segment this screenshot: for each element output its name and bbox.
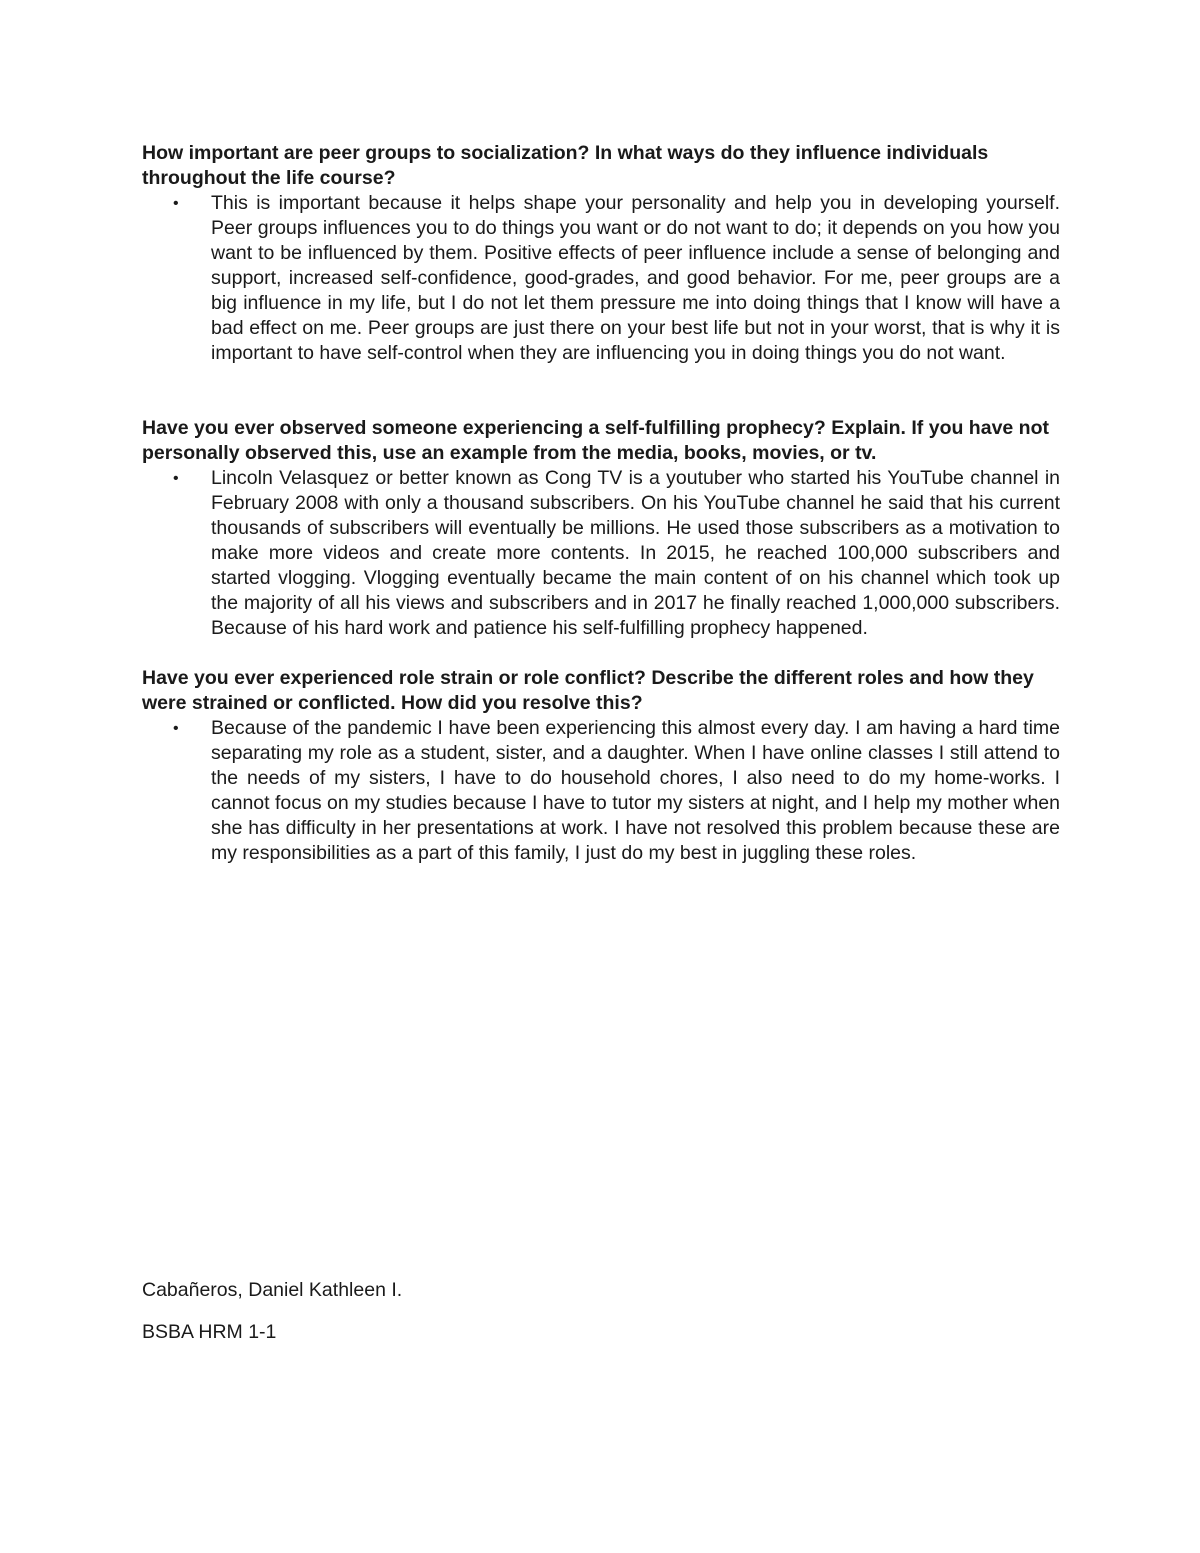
question-heading: Have you ever experienced role strain or role conflict? Describe the different roles and how they were strained or conflicted. How did you resolve this?	[142, 667, 1034, 714]
bullet-icon: •	[173, 195, 179, 212]
bullet-icon: •	[173, 720, 179, 737]
answer-text: Lincoln Velasquez or better known as Cong TV is a youtuber who started his YouTube channel in February 2008 with only a thousand subscribers. On his YouTube channel he said that his current thousands of subscribers will eventually be millions. He used those subscribers as a motivation to make more videos and create more contents. In 2015, he reached 100,000 subscribers and started vlogging. Vlogging eventually became the main content of on his channel which took up the majority of all his views and subscribers and in 2017 he finally reached 1,000,000 subscribers. Because of his hard work and patience his self-fulfilling prophecy happened.	[211, 467, 1060, 639]
answer-list	[142, 466, 1060, 641]
author-course: BSBA HRM 1-1	[142, 1321, 277, 1343]
question-heading: Have you ever observed someone experiencing a self-fulfilling prophecy? Explain. If you have not personally observed this, use an example from the media, books, movies, or tv.	[142, 417, 1049, 464]
answer-text: This is important because it helps shape your personality and help you in developing yourself. Peer groups influences you to do things you want or do not want to do; it depends on you how you want to be influenced by them. Positive effects of peer influence include a sense of belonging and support, increased self-confidence, good-grades, and good behavior. For me, peer groups are a big influence in my life, but I do not let them pressure me into doing things that I know will have a bad effect on me. Peer groups are just there on your best life but not in your worst, that is why it is important to have self-control when they are influencing you in doing things you do not want.	[211, 192, 1060, 364]
answer-item	[142, 191, 1060, 366]
question-section-self-fulfilling-prophecy	[142, 416, 1060, 641]
author-name: Cabañeros, Daniel Kathleen I.	[142, 1279, 403, 1301]
answer-list	[142, 716, 1060, 866]
answer-text: Because of the pandemic I have been experiencing this almost every day. I am having a hard time separating my role as a student, sister, and a daughter. When I have online classes I still attend to the needs of my sisters, I have to do household chores, I also need to do my home-works. I cannot focus on my studies because I have to tutor my sisters at night, and I help my mother when she has difficulty in her presentations at work. I have not resolved this problem because these are my responsibilities as a part of this family, I just do my best in juggling these roles.	[211, 717, 1060, 864]
answer-item	[142, 716, 1060, 866]
question-heading: How important are peer groups to socialization? In what ways do they influence individuals throughout the life course?	[142, 142, 989, 189]
answer-item	[142, 466, 1060, 641]
bullet-icon: •	[173, 470, 179, 487]
document-body	[142, 141, 1060, 866]
question-section-role-strain	[142, 666, 1060, 866]
answer-list	[142, 191, 1060, 366]
question-section-peer-groups	[142, 141, 1060, 366]
